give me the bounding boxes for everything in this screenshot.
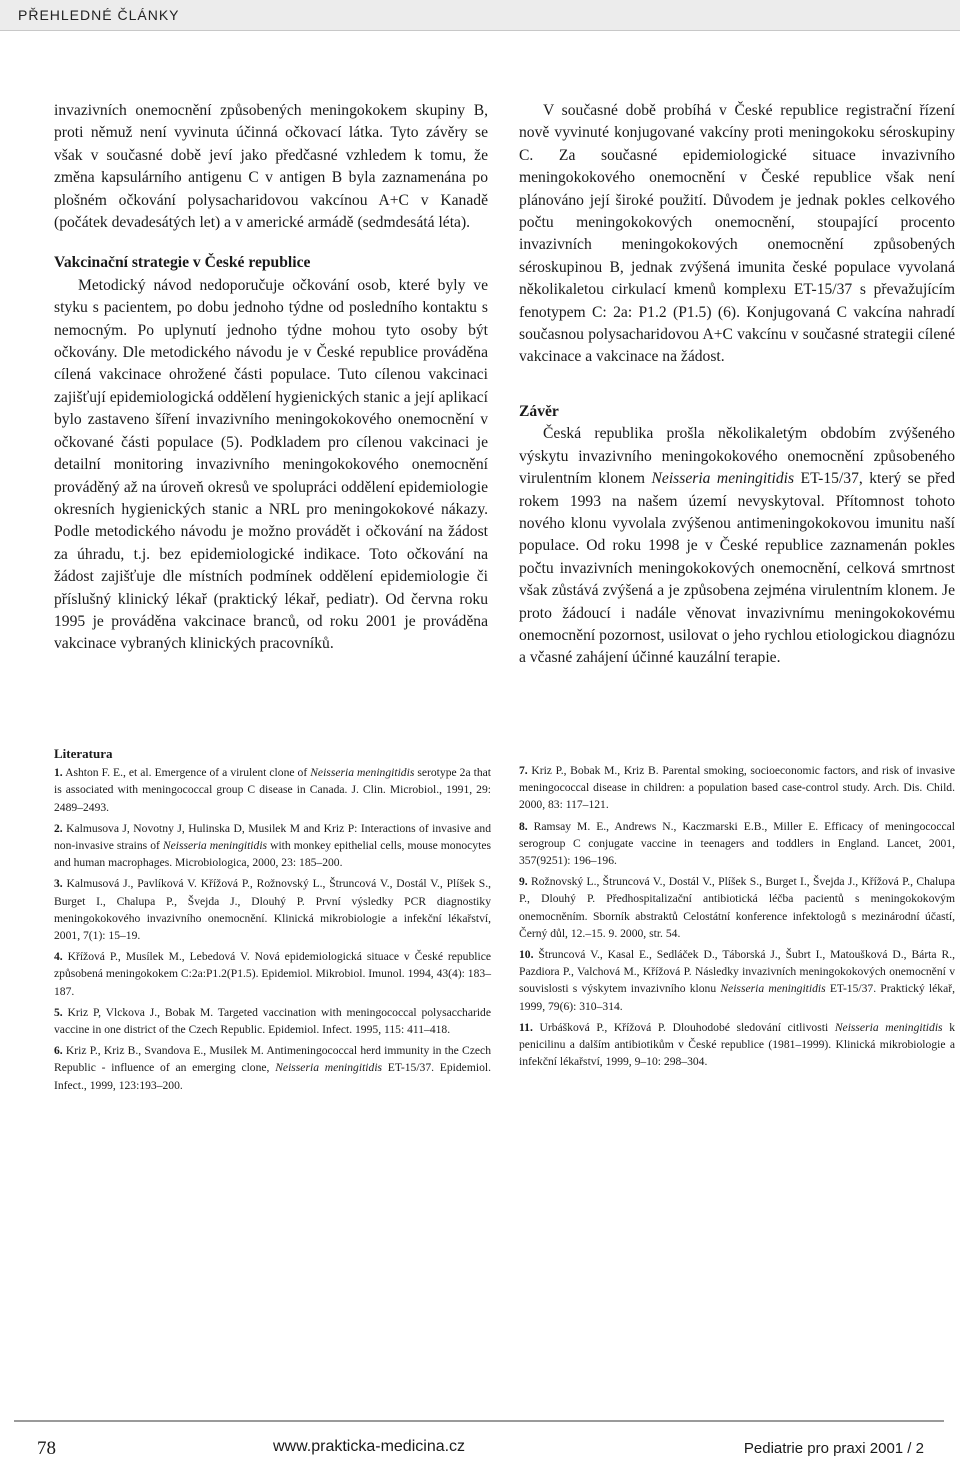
section-heading: Závěr — [519, 402, 559, 420]
references-heading: Literatura — [54, 746, 113, 761]
reference-item: 5. Kriz P, Vlckova J., Bobak M. Targeted vaccination with meningococcal polysaccharide vaccine in one district of the Czech Republic. Epidemiol. Infect. 1995, 115: 411–418. — [54, 1005, 491, 1037]
website-url: www.prakticka-medicina.cz — [273, 1438, 466, 1455]
references-left — [54, 745, 491, 1098]
page-number: 78 — [37, 1438, 56, 1459]
reference-item: 10. Štruncová V., Kasal E., Sedláček D., Táborská J., Šubrt I., Matoušková D., Bárta R., Pazdiora P., Valchová M., Křížová P. Následky invazivních meningokokových onemocnění v souvislosti s výskytem invazivního klonu Neisseria meningitidis ET-15/37. Praktický lékař, 1999, 79(6): 310–314. — [519, 948, 956, 1013]
right-column — [519, 100, 955, 670]
reference-item: 2. Kalmusova J, Novotny J, Hulinska D, Musilek M and Kriz P: Interactions of invasive and non-invasive strains of Neisseria meningitidis with monkey epithelial cells, mouse monocytes and human macrophages. Microbiologica, 2000, 23: 185–200. — [54, 821, 491, 870]
references-right — [519, 762, 955, 1074]
reference-item: 8. Ramsay M. E., Andrews N., Kaczmarski E.B., Miller E. Efficacy of meningococcal serogroup C conjugate vaccine in teenagers and toddlers in England. Lancet, 2001, 357(9251): 196–196. — [519, 819, 955, 868]
reference-item: 3. Kalmusová J., Pavlíková V. Křížová P., Rožnovský L., Štruncová V., Dostál V., Plíšek S., Burget I., Chalupa P., Švejda J., Dlouhý P. První výsledky PCR diagnostiky meningokokového invazivního onemocnění. Klinická mikrobiologie a infekční lékařství, 2001, 7(1): 15–19. — [54, 877, 491, 943]
body-paragraph: V současné době probíhá v České republice registrační řízení nově vyvinuté konjugované vakcíny proti meningokoku séroskupiny C. Za současné epidemiologické situace invazivního meningokokového onemocnění v České republice však není plánováno její široké použití. Důvodem je jednak pokles celkového počtu meningokokových onemocnění, stoupající procento invazivních meningokokových onemocnění způsobených séroskupinou B, jednak zvýšená imunita české populace vyvolaná několikaletou cirkulací kmenů komplexu ET-15/37 s převažujícím fenotypem C: 2a: P1.2 (P1.5) (6). Konjugovaná C vakcína nahradí současnou polysacharidovou A+C vakcínu v současné strategii cílené vakcinace a vakcinace na žádost. — [519, 102, 955, 366]
reference-item: 11. Urbášková P., Křížová P. Dlouhodobé sledování citlivosti Neisseria meningitidis k penicilinu a dalším antibiotikům v České republice (1981–1999). Klinická mikrobiologie a infekční lékařství, 1999, 9–10: 298–304. — [519, 1020, 956, 1069]
reference-item: 6. Kriz P., Kriz B., Svandova E., Musilek M. Antimeningococcal herd immunity in the Czech Republic - influence of an emerging clone, Neisseria meningitidis ET-15/37. Epidemiol. Infect., 1999, 123:193–200. — [54, 1044, 491, 1092]
footer-divider — [14, 1420, 944, 1422]
section-title: PŘEHLEDNÉ ČLÁNKY — [18, 7, 180, 23]
journal-issue: Pediatrie pro praxi 2001 / 2 — [743, 1440, 924, 1457]
reference-item: 7. Kriz P., Bobak M., Kriz B. Parental smoking, socioeconomic factors, and risk of invasive meningococcal disease in children: a population based case-control study. Arch. Dis. Child. 2000, 83: 117–121. — [519, 764, 955, 812]
body-paragraph: Česká republika prošla několikaletým obdobím zvýšeného výskytu invazivního meningokokového onemocnění způsobeného virulentním klonem Neisseria meningitidis ET-15/37, který se před rokem 1993 na našem území nevyskytoval. Přítomnost tohoto nového klonu vyvolala zvýšenou antimeningokokovou imunitu naší populace. Od roku 1998 je v České republice zaznamenán pokles počtu invazivních meningokokových onemocnění, celková smrtnost však zůstává zvýšená a je způsobena zejména virulentním klonem. Je proto žádoucí i nadále věnovat invazivnímu meningokokovému onemocnění pozornost, usilovat o jeho rychlou etiologickou diagnózu a včasné zahájení účinné kauzální terapie. — [519, 425, 955, 667]
body-paragraph: invazivních onemocnění způsobených meningokokem skupiny B, proti němuž není vyvinuta účinná očkovací látka. Tyto závěry se však v současné době jeví jako předčasné vzhledem k tomu, že změna kapsulárního antigenu C v antigen B byla zaznamenána po plošném očkování polysacharidovou vakcínou A+C v Kanadě (počátek devadesátých let) a v americké armádě (sedmdesátá léta). — [54, 102, 488, 232]
body-paragraph: Metodický návod nedoporučuje očkování osob, které byly ve styku s pacientem, po dobu jednoho týdne od posledního kontaktu s nemocným. Po uplynutí jednoho týdne mohou tyto osoby být očkovány. Dle metodického návodu je v České republice prováděna cílená vakcinace ohrožené části populace. Tuto cílenou vakcinaci zajišťují epidemiologická oddělení hygienických stanic a její aplikací bylo zastaveno šíření invazivního meningokokového onemocnění v očkované části populace (5). Podkladem pro cílenou vakcinaci je detailní monitoring invazivního meningokokového onemocnění prováděný až na úroveň okresů ve spolupráci oddělení epidemiologie okresních hygienických stanic a NRL pro meningokokové nákazy. Podle metodického návodu je možno provádět i očkování na žádost za úhradu, t.j. bez epidemiologické indikace. Toto očkování na žádost zajišťuje dle místních podmínek oddělení epidemiologie či příslušný klinický lékař (praktický lékař, pediatr). Od června roku 1995 je prováděna vakcinace branců, od roku 2001 je prováděna vakcinace vybraných klinických pracovníků. — [54, 276, 488, 653]
section-header-bar — [0, 0, 960, 31]
section-heading: Vakcinační strategie v České republice — [54, 254, 311, 272]
reference-item: 1. Ashton F. E., et al. Emergence of a virulent clone of Neisseria meningitidis serotype 2a that is associated with meningococcal group C disease in Canada. J. Clin. Microbiol., 1991, 29: 2489–2493. — [54, 766, 491, 814]
reference-item: 4. Křížová P., Musílek M., Lebedová V. Nová epidemiologická situace v České republice způsobená meningokokem C:2a:P1.2(P1.5). Epidemiol. Mikrobiol. Imunol. 1994, 43(4): 183–187. — [54, 950, 491, 998]
reference-item: 9. Rožnovský L., Štruncová V., Dostál V., Plíšek S., Burget I., Švejda J., Křížová P., Chalupa P., Dlouhý P. Předhospitalizační antibiotická léčba pacientů s meningokokovým onemocněním. Sborník abstraktů Celostátní konference infektologů s mezinárodní účastí, Černý důl, 12.–15. 9. 2000, str. 54. — [519, 875, 955, 940]
left-column — [54, 100, 488, 656]
